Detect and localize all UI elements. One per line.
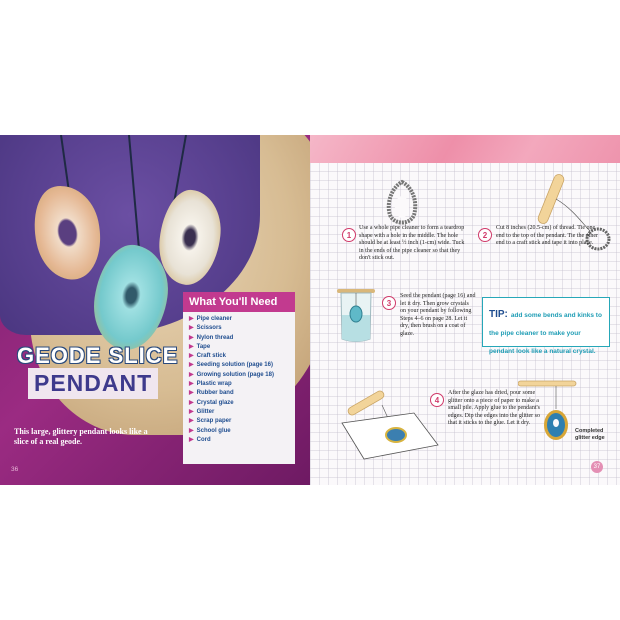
list-item: ▶ Scrap paper <box>189 417 289 426</box>
bullet-icon: ▶ <box>189 334 194 341</box>
glitter-paper-illustration <box>334 383 444 463</box>
needs-title: What You'll Need <box>183 292 295 312</box>
list-item: ▶ Nylon thread <box>189 334 289 343</box>
list-item: ▶ Craft stick <box>189 352 289 361</box>
list-item: ▶ Rubber band <box>189 389 289 398</box>
bullet-icon: ▶ <box>189 325 194 332</box>
completed-caption: Completed glitter edge <box>575 428 605 441</box>
jar-illustration <box>335 285 377 345</box>
needs-list <box>183 312 295 448</box>
step-badge: 1 <box>342 228 356 242</box>
bullet-icon: ▶ <box>189 418 194 425</box>
page-number-right: 37 <box>591 461 603 473</box>
what-youll-need-box <box>183 292 295 464</box>
tip-text: add some bends and kinks to the pipe cleaner to make your pendant look like a natural crystal. <box>489 312 602 355</box>
book-spread <box>0 135 620 485</box>
step-text: Seed the pendant (page 16) and let it dry. Then grow crystals on your pendant by following Steps 4–6 on page 28. Let it dry, then brush on a coat of glaze. <box>400 293 476 337</box>
bullet-icon: ▶ <box>189 436 194 443</box>
list-item: ▶ Cord <box>189 436 289 445</box>
bullet-icon: ▶ <box>189 408 194 415</box>
pipe-cleaner-illustration <box>382 179 422 227</box>
pink-header-band <box>310 135 620 163</box>
bullet-icon: ▶ <box>189 399 194 406</box>
bullet-icon: ▶ <box>189 316 194 322</box>
step-text: After the glaze has dried, pour some glitter onto a piece of paper to make a small pile. Apply glue to the pendant's edges. Dip the edges into the glitter so that it sticks to the glue. Let it dry. <box>448 390 540 427</box>
step-badge: 3 <box>382 296 396 310</box>
list-item: ▶ Pipe cleaner <box>189 315 289 324</box>
step-text: Cut 8 inches (20.5-cm) of thread. Tie one end to the top of the pendant. Tie the other end to a craft stick and tape it into place. <box>496 225 598 247</box>
bullet-icon: ▶ <box>189 353 194 360</box>
page-number-left: 36 <box>11 466 19 473</box>
tip-box <box>482 297 610 355</box>
step-badge: 2 <box>478 228 492 242</box>
list-item: ▶ Seeding solution (page 16) <box>189 361 289 370</box>
bullet-icon: ▶ <box>189 371 194 378</box>
title-line-1: GEODE SLICE <box>17 343 179 368</box>
title-line-2: PENDANT <box>28 368 158 399</box>
right-page <box>310 135 620 485</box>
bullet-icon: ▶ <box>189 390 194 397</box>
list-item: ▶ Plastic wrap <box>189 380 289 389</box>
step-text: Use a whole pipe cleaner to form a teardrop shape with a hole in the middle. The hole should be at least ½ inch (1-cm) wide. Tuck in the ends of the pipe cleaner so that they don't stick out. <box>359 225 465 262</box>
left-page <box>0 135 310 485</box>
list-item: ▶ School glue <box>189 427 289 436</box>
intro-text: This large, glittery pendant looks like a slice of a real geode. <box>14 427 148 446</box>
bullet-icon: ▶ <box>189 362 194 369</box>
step-badge: 4 <box>430 393 444 407</box>
bullet-icon: ▶ <box>189 427 194 434</box>
bullet-icon: ▶ <box>189 343 194 350</box>
list-item: ▶ Tape <box>189 343 289 352</box>
list-item: ▶ Scissors <box>189 324 289 333</box>
list-item: ▶ Glitter <box>189 408 289 417</box>
tip-label: TIP: <box>489 309 508 320</box>
list-item: ▶ Growing solution (page 18) <box>189 371 289 380</box>
bullet-icon: ▶ <box>189 381 194 388</box>
list-item: ▶ Crystal glaze <box>189 399 289 408</box>
